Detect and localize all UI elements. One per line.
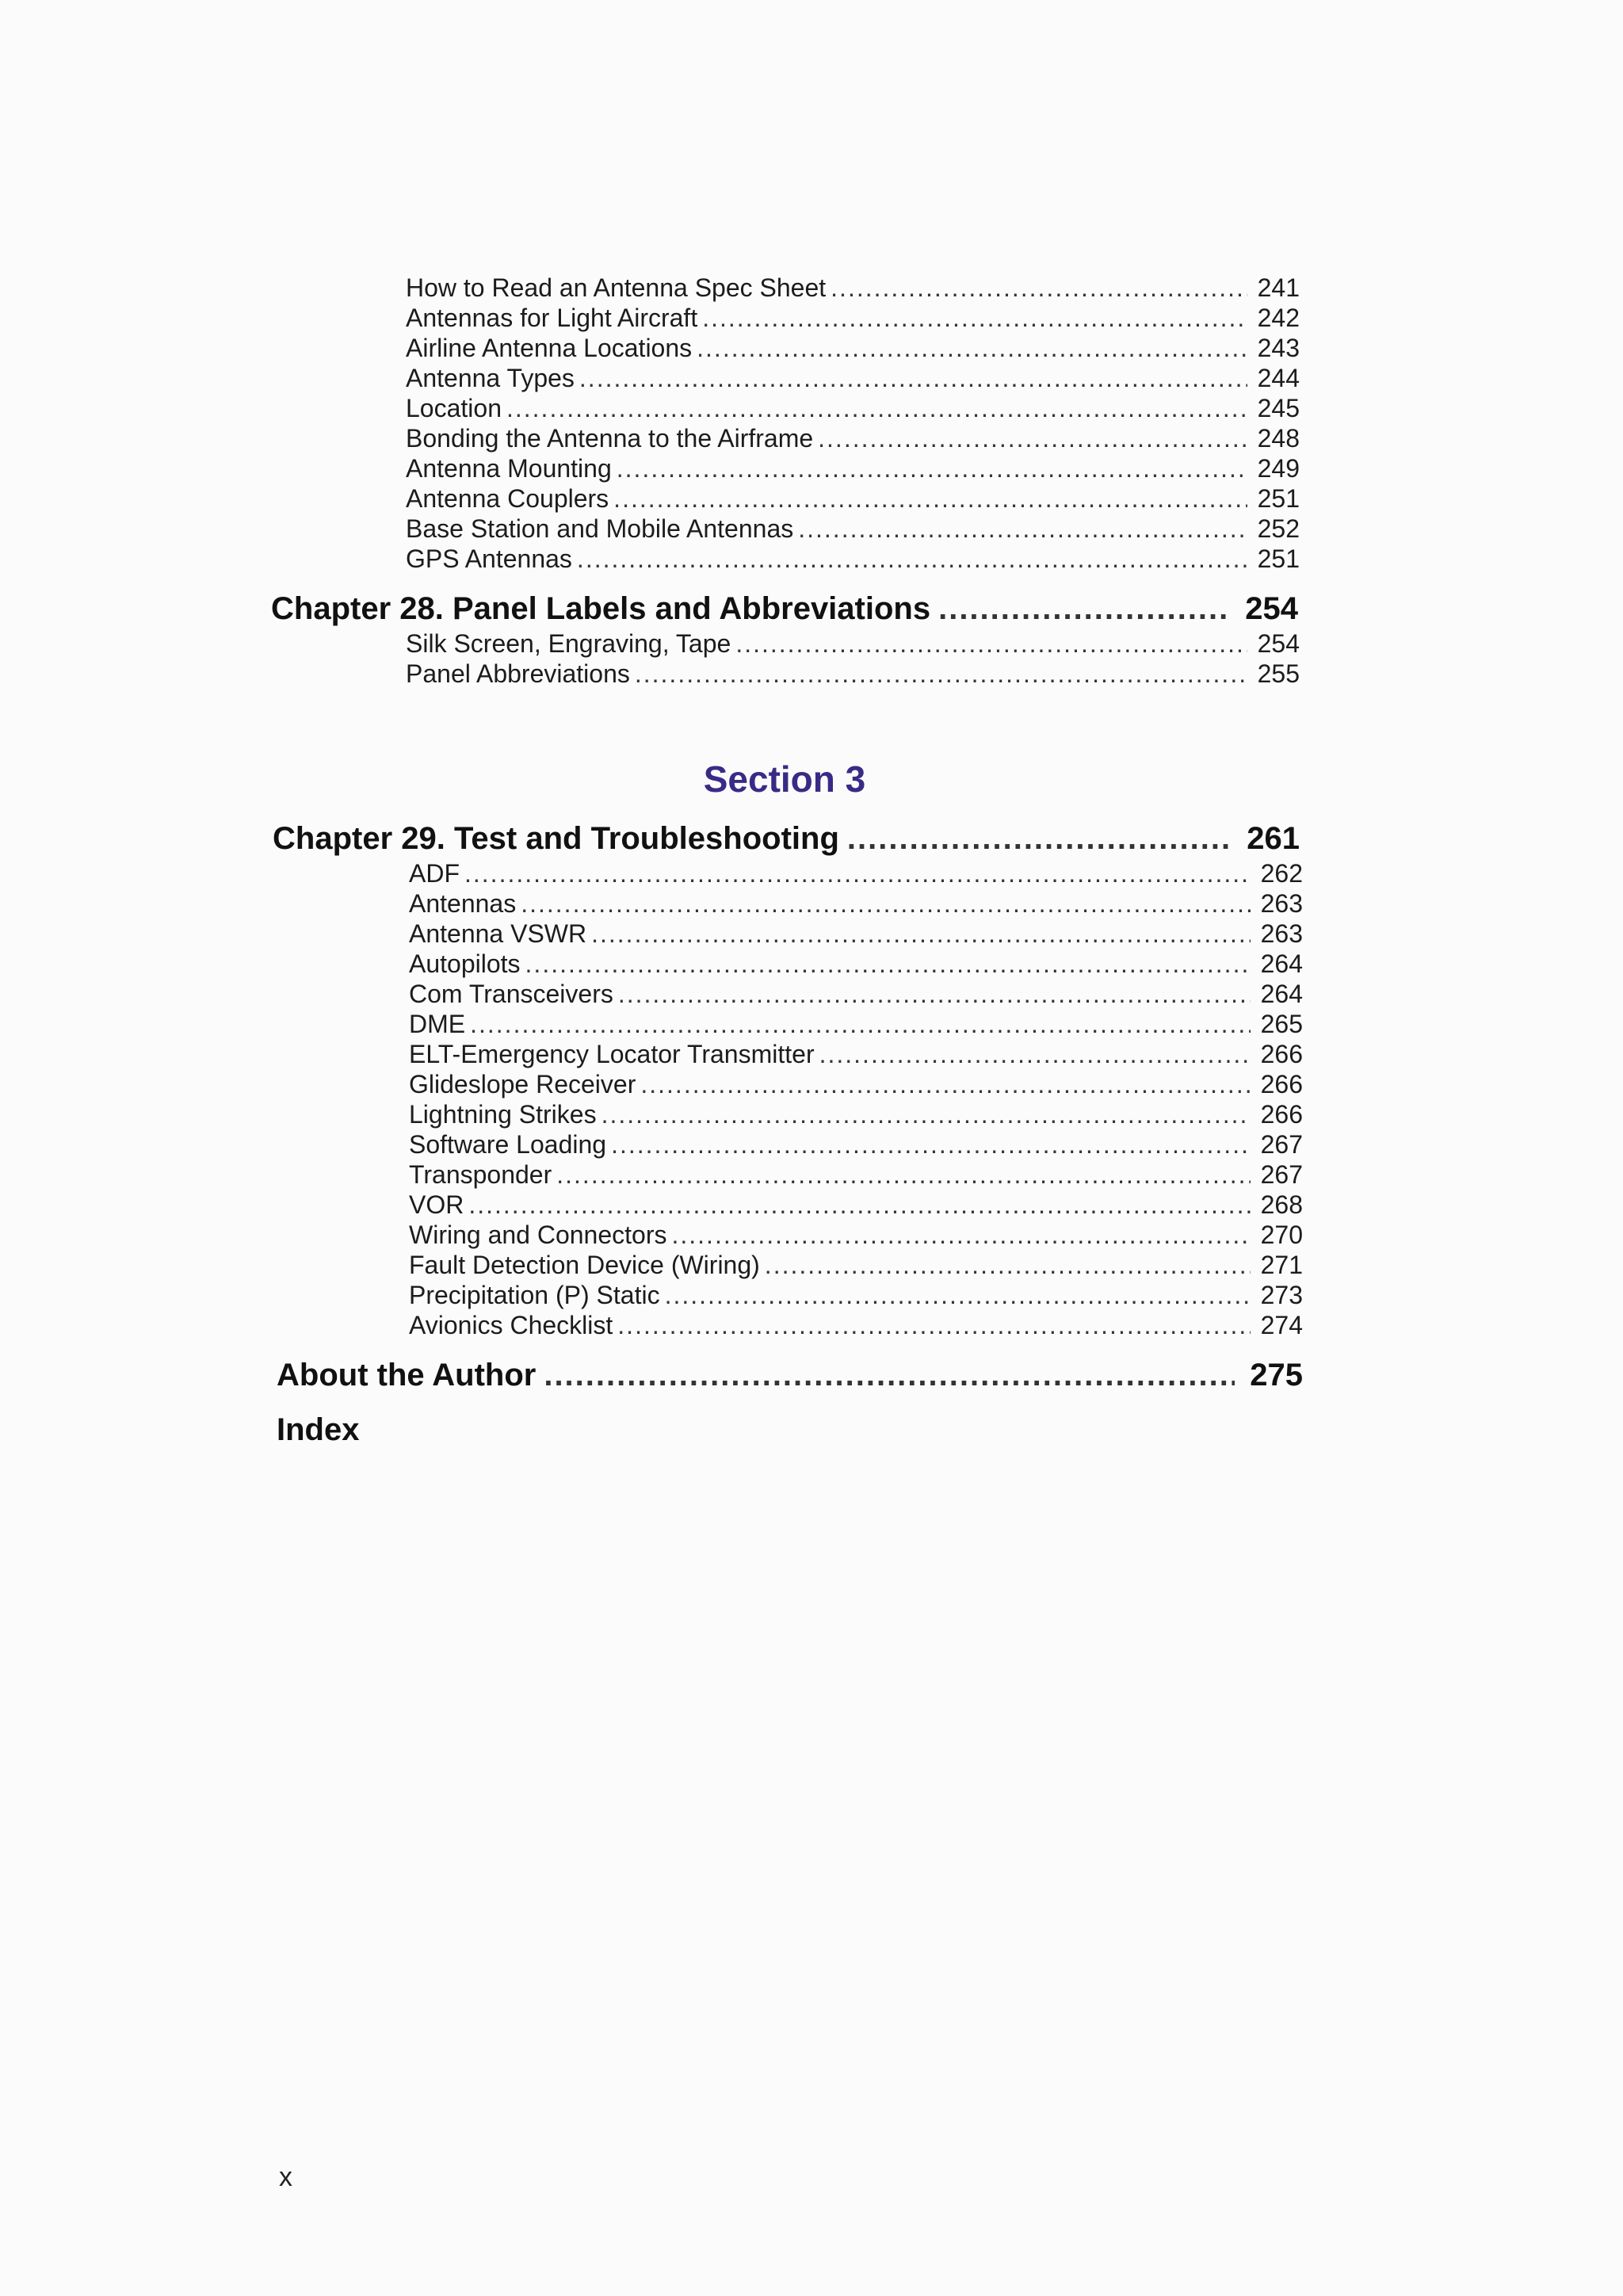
toc-entry[interactable] <box>269 544 1300 574</box>
toc-entry[interactable] <box>269 483 1300 514</box>
toc-entry[interactable] <box>269 333 1300 363</box>
toc-entry-title: Software Loading <box>409 1130 607 1159</box>
about-author-entry[interactable] <box>277 1357 1303 1393</box>
toc-entry-title: Com Transceivers <box>409 980 613 1008</box>
toc-entry-page-number: 273 <box>1260 1281 1303 1309</box>
toc-entry[interactable] <box>273 1190 1303 1220</box>
toc-entry[interactable] <box>269 363 1300 393</box>
toc-entry-title: How to Read an Antenna Spec Sheet <box>406 273 827 302</box>
toc-entry-title: Panel Abbreviations <box>406 659 630 688</box>
chapter-title: Chapter 29. Test and Troubleshooting <box>273 821 839 856</box>
toc-entry-title: ADF <box>409 859 460 888</box>
chapter-page-number: 261 <box>1247 821 1300 856</box>
toc-entry-page-number: 242 <box>1257 304 1300 332</box>
toc-entry-title: Glideslope Receiver <box>409 1070 636 1098</box>
chapter-title: Chapter 28. Panel Labels and Abbreviations <box>271 591 931 626</box>
dot-leader <box>544 1357 1235 1393</box>
toc-entry[interactable] <box>273 888 1303 919</box>
toc-entry[interactable] <box>273 1220 1303 1250</box>
toc-entry[interactable] <box>273 858 1303 888</box>
toc-group-panel-labels <box>269 628 1300 689</box>
dot-leader <box>611 1129 1251 1159</box>
dot-leader <box>506 393 1247 423</box>
dot-leader <box>697 333 1247 363</box>
toc-chapter-29 <box>273 820 1300 857</box>
toc-entry-page-number: 241 <box>1257 273 1300 302</box>
toc-entry-title: Precipitation (P) Static <box>409 1281 660 1309</box>
toc-entry-page-number: 244 <box>1257 364 1300 392</box>
toc-entry-title: Autopilots <box>409 949 521 978</box>
toc-about-author <box>277 1357 1303 1393</box>
toc-entry[interactable] <box>269 659 1300 689</box>
toc-entry-page-number: 264 <box>1260 949 1303 978</box>
dot-leader <box>798 514 1247 544</box>
dot-leader <box>765 1250 1251 1280</box>
dot-leader <box>665 1280 1251 1310</box>
chapter-entry[interactable] <box>273 820 1300 857</box>
toc-entry-title: Wiring and Connectors <box>409 1221 667 1249</box>
dot-leader <box>819 1039 1251 1069</box>
toc-entry[interactable] <box>273 1250 1303 1280</box>
toc-entry-page-number: 263 <box>1260 889 1303 918</box>
toc-entry[interactable] <box>269 303 1300 333</box>
toc-entry-page-number: 274 <box>1260 1311 1303 1339</box>
toc-entry-title: Transponder <box>409 1160 552 1189</box>
toc-entry[interactable] <box>273 919 1303 949</box>
toc-entry-page-number: 267 <box>1260 1130 1303 1159</box>
toc-entry[interactable] <box>273 1009 1303 1039</box>
toc-entry-page-number: 268 <box>1260 1190 1303 1219</box>
dot-leader <box>617 453 1247 483</box>
toc-entry-page-number: 245 <box>1257 394 1300 422</box>
toc-entry-title: Antenna VSWR <box>409 919 587 948</box>
toc-group-troubleshooting <box>273 858 1303 1340</box>
about-author-page-number: 275 <box>1250 1358 1303 1392</box>
dot-leader <box>618 979 1251 1009</box>
toc-entry[interactable] <box>269 393 1300 423</box>
toc-entry-title: Silk Screen, Engraving, Tape <box>406 629 731 658</box>
dot-leader <box>640 1069 1251 1099</box>
dot-leader <box>831 273 1247 303</box>
dot-leader <box>613 483 1247 514</box>
dot-leader <box>577 544 1247 574</box>
toc-entry-page-number: 266 <box>1260 1100 1303 1129</box>
toc-entry[interactable] <box>273 1099 1303 1129</box>
toc-chapter-28 <box>271 590 1298 627</box>
toc-entry-page-number: 252 <box>1257 514 1300 543</box>
toc-entry-title: VOR <box>409 1190 464 1219</box>
dot-leader <box>464 858 1251 888</box>
dot-leader <box>591 919 1251 949</box>
toc-entry-page-number: 266 <box>1260 1070 1303 1098</box>
dot-leader <box>702 303 1247 333</box>
toc-group-antennas <box>269 273 1300 574</box>
toc-entry-title: Antennas for Light Aircraft <box>406 304 698 332</box>
dot-leader <box>617 1310 1251 1340</box>
dot-leader <box>579 363 1247 393</box>
toc-entry-title: Antenna Types <box>406 364 575 392</box>
toc-entry-page-number: 248 <box>1257 424 1300 453</box>
toc-entry-title: Avionics Checklist <box>409 1311 613 1339</box>
toc-entry[interactable] <box>269 628 1300 659</box>
toc-entry-title: Fault Detection Device (Wiring) <box>409 1251 760 1279</box>
about-author-title: About the Author <box>277 1358 537 1392</box>
chapter-entry[interactable] <box>271 590 1298 627</box>
toc-entry[interactable] <box>273 979 1303 1009</box>
dot-leader <box>468 1190 1251 1220</box>
toc-entry-page-number: 266 <box>1260 1040 1303 1068</box>
toc-entry[interactable] <box>273 1129 1303 1159</box>
dot-leader <box>521 888 1251 919</box>
dot-leader <box>556 1159 1251 1190</box>
toc-entry[interactable] <box>273 949 1303 979</box>
toc-entry-title: Lightning Strikes <box>409 1100 597 1129</box>
toc-entry-page-number: 251 <box>1257 544 1300 573</box>
dot-leader <box>938 590 1230 627</box>
toc-entry[interactable] <box>269 453 1300 483</box>
toc-entry-page-number: 255 <box>1257 659 1300 688</box>
toc-entry-page-number: 243 <box>1257 334 1300 362</box>
toc-entry[interactable] <box>273 1310 1303 1340</box>
toc-entry-page-number: 271 <box>1260 1251 1303 1279</box>
toc-entry-page-number: 251 <box>1257 484 1300 513</box>
toc-entry-page-number: 265 <box>1260 1010 1303 1038</box>
dot-leader <box>671 1220 1251 1250</box>
toc-entry[interactable] <box>273 1039 1303 1069</box>
toc-entry-page-number: 270 <box>1260 1221 1303 1249</box>
index-heading[interactable]: Index <box>277 1412 360 1447</box>
toc-entry-title: Bonding the Antenna to the Airframe <box>406 424 814 453</box>
toc-entry-title: Antenna Mounting <box>406 454 612 483</box>
toc-entry-page-number: 262 <box>1260 859 1303 888</box>
toc-entry-title: Location <box>406 394 502 422</box>
dot-leader <box>470 1009 1251 1039</box>
toc-entry-title: ELT-Emergency Locator Transmitter <box>409 1040 815 1068</box>
toc-entry-title: Antenna Couplers <box>406 484 609 513</box>
page-folio: x <box>279 2162 292 2192</box>
toc-entry-title: DME <box>409 1010 466 1038</box>
dot-leader <box>847 820 1232 857</box>
dot-leader <box>818 423 1247 453</box>
toc-entry-title: GPS Antennas <box>406 544 572 573</box>
toc-entry-page-number: 263 <box>1260 919 1303 948</box>
toc-entry-title: Airline Antenna Locations <box>406 334 693 362</box>
toc-entry[interactable] <box>273 1280 1303 1310</box>
dot-leader <box>525 949 1251 979</box>
toc-entry[interactable] <box>273 1069 1303 1099</box>
chapter-page-number: 254 <box>1245 591 1298 626</box>
toc-entry[interactable] <box>269 514 1300 544</box>
toc-entry-page-number: 254 <box>1257 629 1300 658</box>
dot-leader <box>635 659 1247 689</box>
toc-entry[interactable] <box>273 1159 1303 1190</box>
section-heading: Section 3 <box>703 758 866 800</box>
dot-leader <box>735 628 1247 659</box>
toc-entry-page-number: 267 <box>1260 1160 1303 1189</box>
toc-entry-page-number: 264 <box>1260 980 1303 1008</box>
toc-entry-title: Base Station and Mobile Antennas <box>406 514 794 543</box>
toc-entry[interactable] <box>269 423 1300 453</box>
toc-entry-page-number: 249 <box>1257 454 1300 483</box>
toc-entry[interactable] <box>269 273 1300 303</box>
dot-leader <box>601 1099 1251 1129</box>
toc-entry-title: Antennas <box>409 889 517 918</box>
